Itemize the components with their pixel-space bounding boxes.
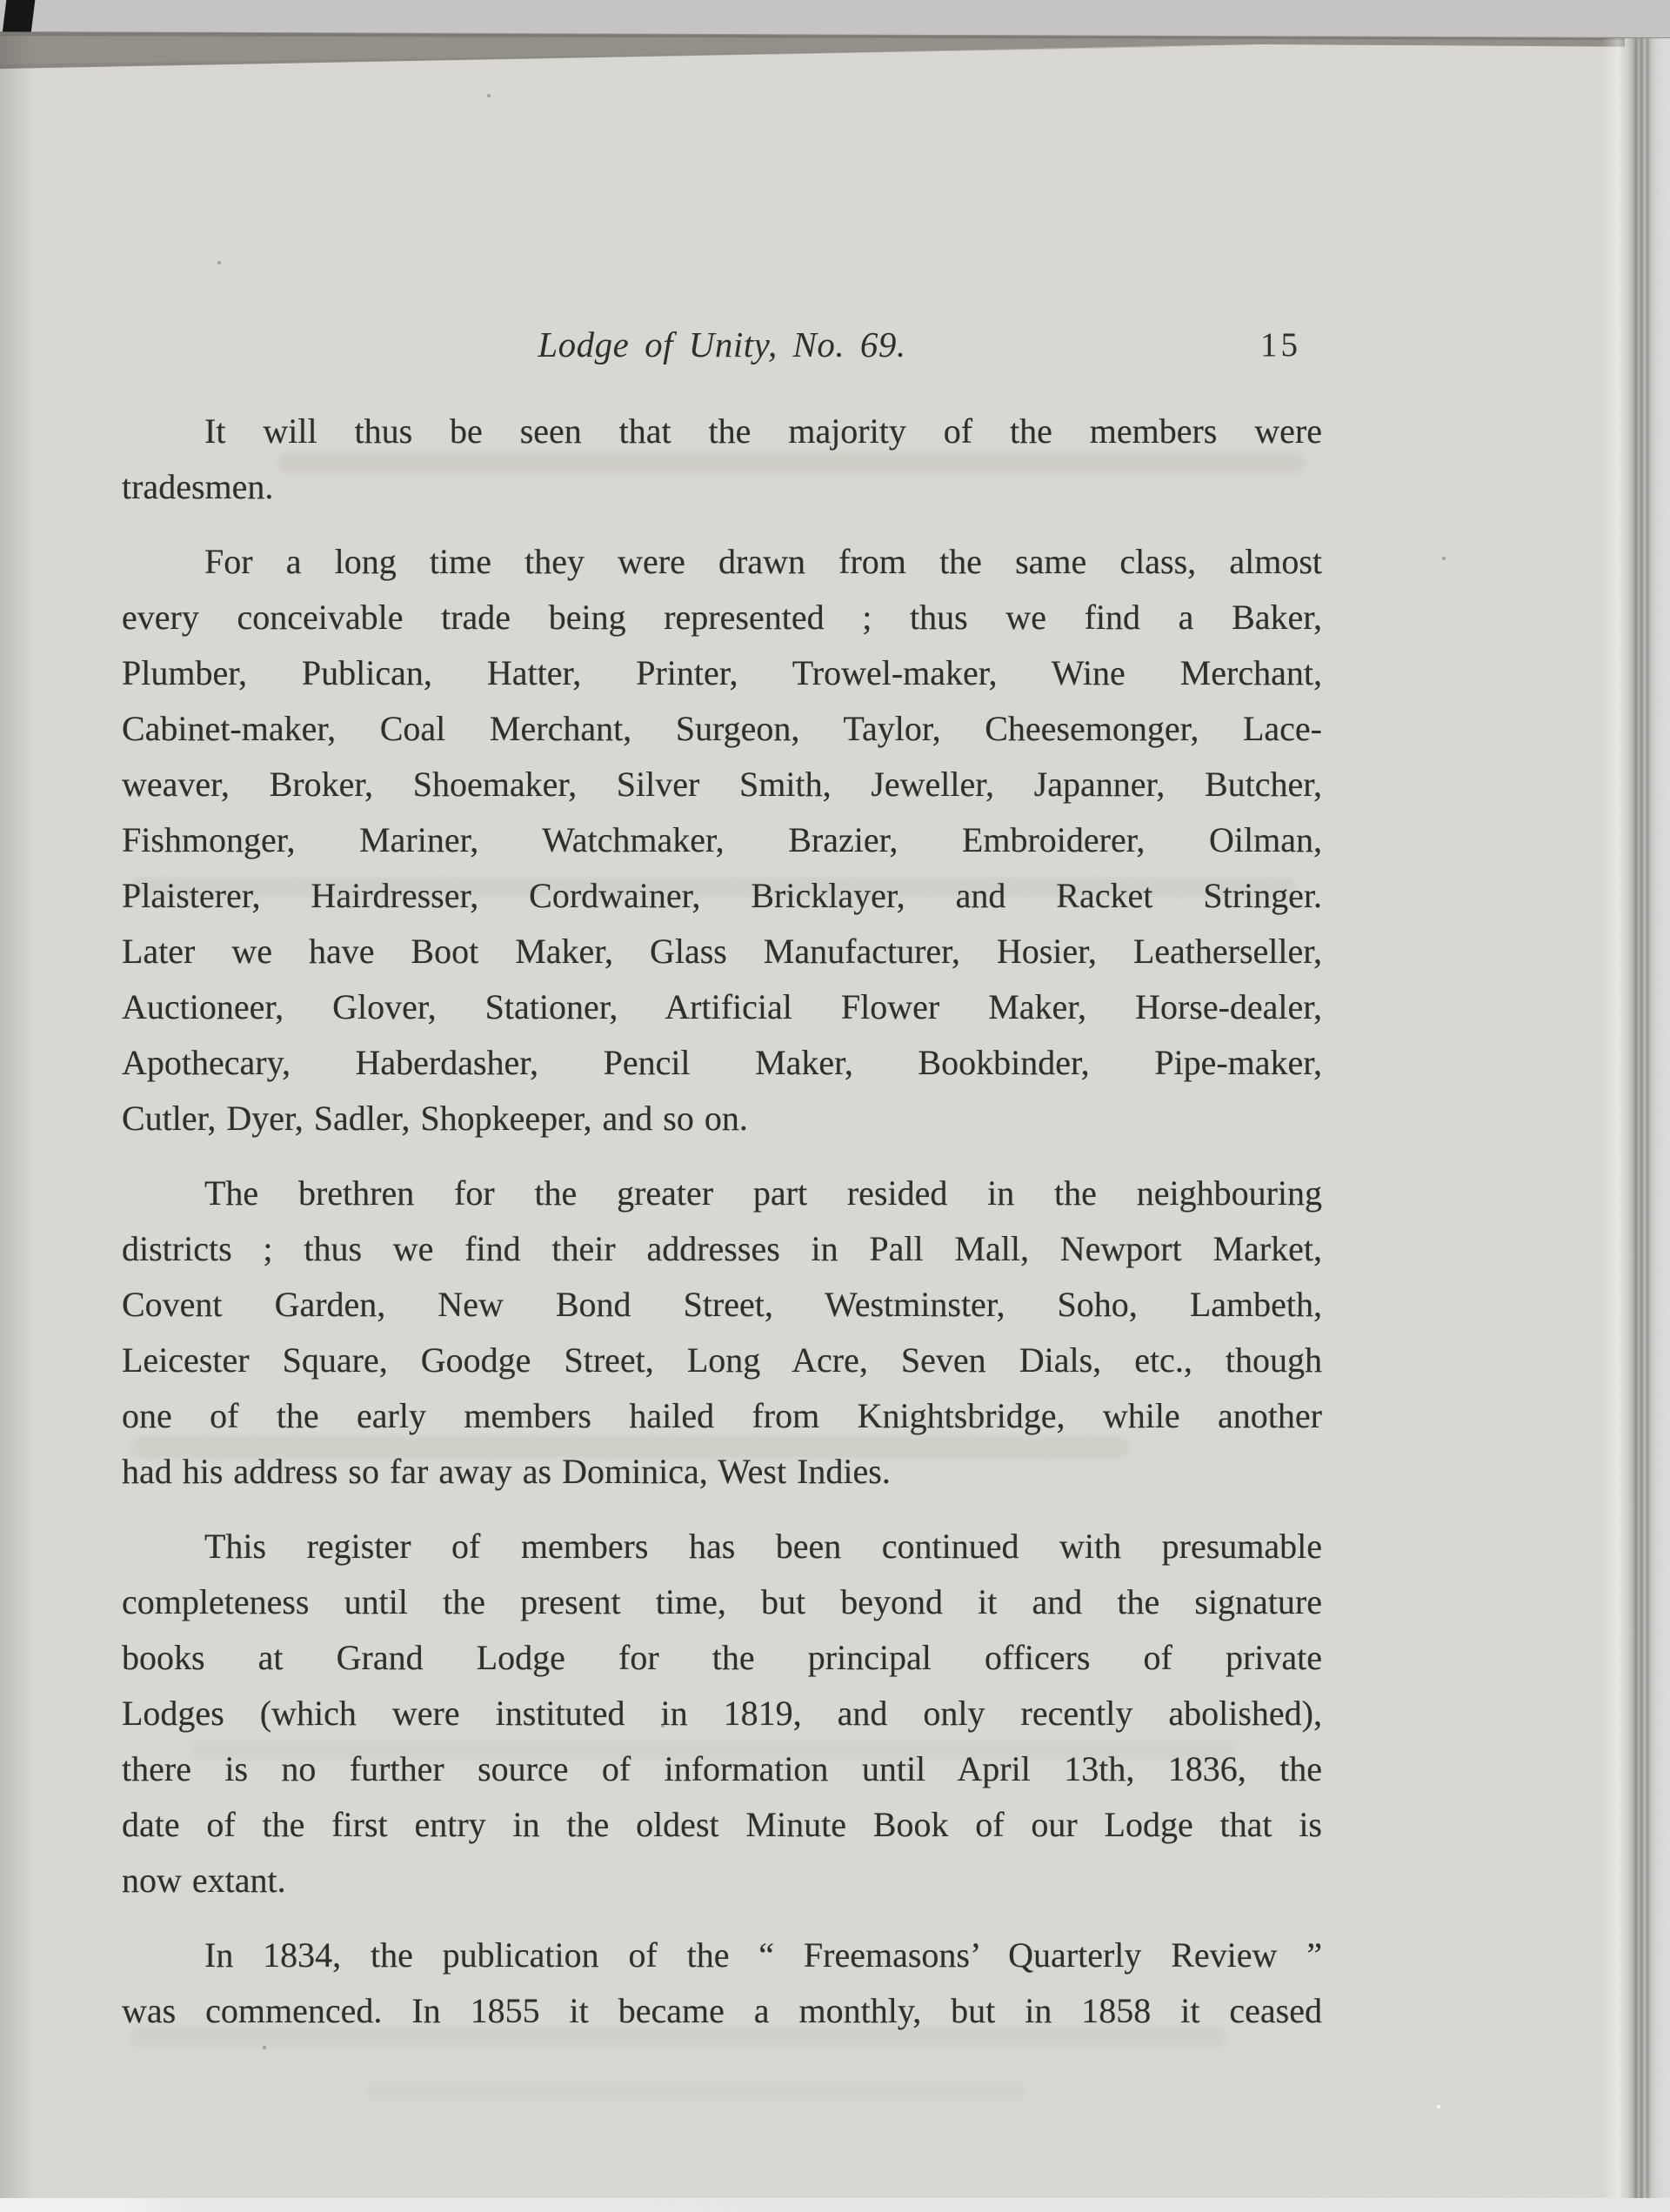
text-line: In 1834, the publication of the “ Freemasons’ Quarterly Review ” bbox=[204, 1935, 1322, 1975]
text-line: districts ; thus we find their addresses in Pall Mall, Newport Market, bbox=[122, 1229, 1322, 1268]
text-line: Plaisterer, Hairdresser, Cordwainer, Bricklayer, and Racket Stringer. bbox=[122, 876, 1322, 915]
show-through-artifact bbox=[365, 2081, 1026, 2102]
text-line: had his address so far away as Dominica, West Indies. bbox=[122, 1452, 891, 1491]
text-line: Lodges (which were instituted in 1819, and only recently abolished), bbox=[122, 1694, 1322, 1733]
text-line: Later we have Boot Maker, Glass Manufacturer, Hosier, Leatherseller, bbox=[122, 932, 1322, 971]
text-line: books at Grand Lodge for the principal officers of private bbox=[122, 1638, 1322, 1677]
text-line: Cutler, Dyer, Sadler, Shopkeeper, and so on. bbox=[122, 1099, 748, 1138]
page-content bbox=[122, 324, 1322, 2058]
text-line: Covent Garden, New Bond Street, Westminster, Soho, Lambeth, bbox=[122, 1285, 1322, 1324]
page-number: 15 bbox=[1260, 326, 1301, 364]
paragraph bbox=[122, 1166, 1322, 1500]
dust-speck bbox=[487, 94, 491, 97]
scan-top-strip bbox=[0, 0, 1670, 40]
text-line: was commenced. In 1855 it became a monthly, but in 1858 it ceased bbox=[122, 1991, 1322, 2030]
body-text bbox=[122, 404, 1322, 2039]
text-line: weaver, Broker, Shoemaker, Silver Smith, Jeweller, Japanner, Butcher, bbox=[122, 765, 1322, 804]
text-line: there is no further source of information until April 13th, 1836, the bbox=[122, 1749, 1322, 1788]
running-header bbox=[122, 324, 1322, 372]
text-line: For a long time they were drawn from the same class, almost bbox=[204, 542, 1322, 581]
book-fore-edge bbox=[1625, 38, 1670, 2200]
text-line: date of the first entry in the oldest Minute Book of our Lodge that is bbox=[122, 1805, 1322, 1844]
dust-speck bbox=[217, 261, 221, 264]
paragraph bbox=[122, 1928, 1322, 2039]
text-line: one of the early members hailed from Knightsbridge, while another bbox=[122, 1396, 1322, 1435]
text-line: completeness until the present time, but beyond it and the signature bbox=[122, 1582, 1322, 1621]
paragraph bbox=[122, 1519, 1322, 1908]
text-line: Cabinet-maker, Coal Merchant, Surgeon, Taylor, Cheesemonger, Lace- bbox=[122, 709, 1322, 748]
text-line: Plumber, Publican, Hatter, Printer, Trowel-maker, Wine Merchant, bbox=[122, 653, 1322, 692]
scan-bottom-strip bbox=[0, 2198, 1670, 2212]
text-line: The brethren for the greater part resided in the neighbouring bbox=[204, 1173, 1322, 1213]
text-line: Auctioneer, Glover, Stationer, Artificial Flower Maker, Horse-dealer, bbox=[122, 987, 1322, 1026]
text-line: Fishmonger, Mariner, Watchmaker, Brazier, Embroiderer, Oilman, bbox=[122, 820, 1322, 859]
paragraph bbox=[122, 534, 1322, 1146]
text-line: Apothecary, Haberdasher, Pencil Maker, Bookbinder, Pipe-maker, bbox=[122, 1043, 1322, 1082]
running-header-title: Lodge of Unity, No. 69. bbox=[538, 324, 906, 364]
text-line: Leicester Square, Goodge Street, Long Acre, Seven Dials, etc., though bbox=[122, 1340, 1322, 1380]
scan-corner-artifact bbox=[3, 0, 36, 33]
text-line: tradesmen. bbox=[122, 467, 274, 506]
text-line: now extant. bbox=[122, 1861, 286, 1900]
left-edge-shade bbox=[0, 35, 35, 2198]
text-line: This register of members has been continued with presumable bbox=[204, 1527, 1322, 1566]
text-line: It will thus be seen that the majority of the members were bbox=[204, 411, 1322, 451]
dust-speck bbox=[1442, 557, 1446, 560]
dust-speck bbox=[1437, 2105, 1440, 2108]
paragraph bbox=[122, 404, 1322, 515]
text-line: every conceivable trade being represented ; thus we find a Baker, bbox=[122, 598, 1322, 637]
